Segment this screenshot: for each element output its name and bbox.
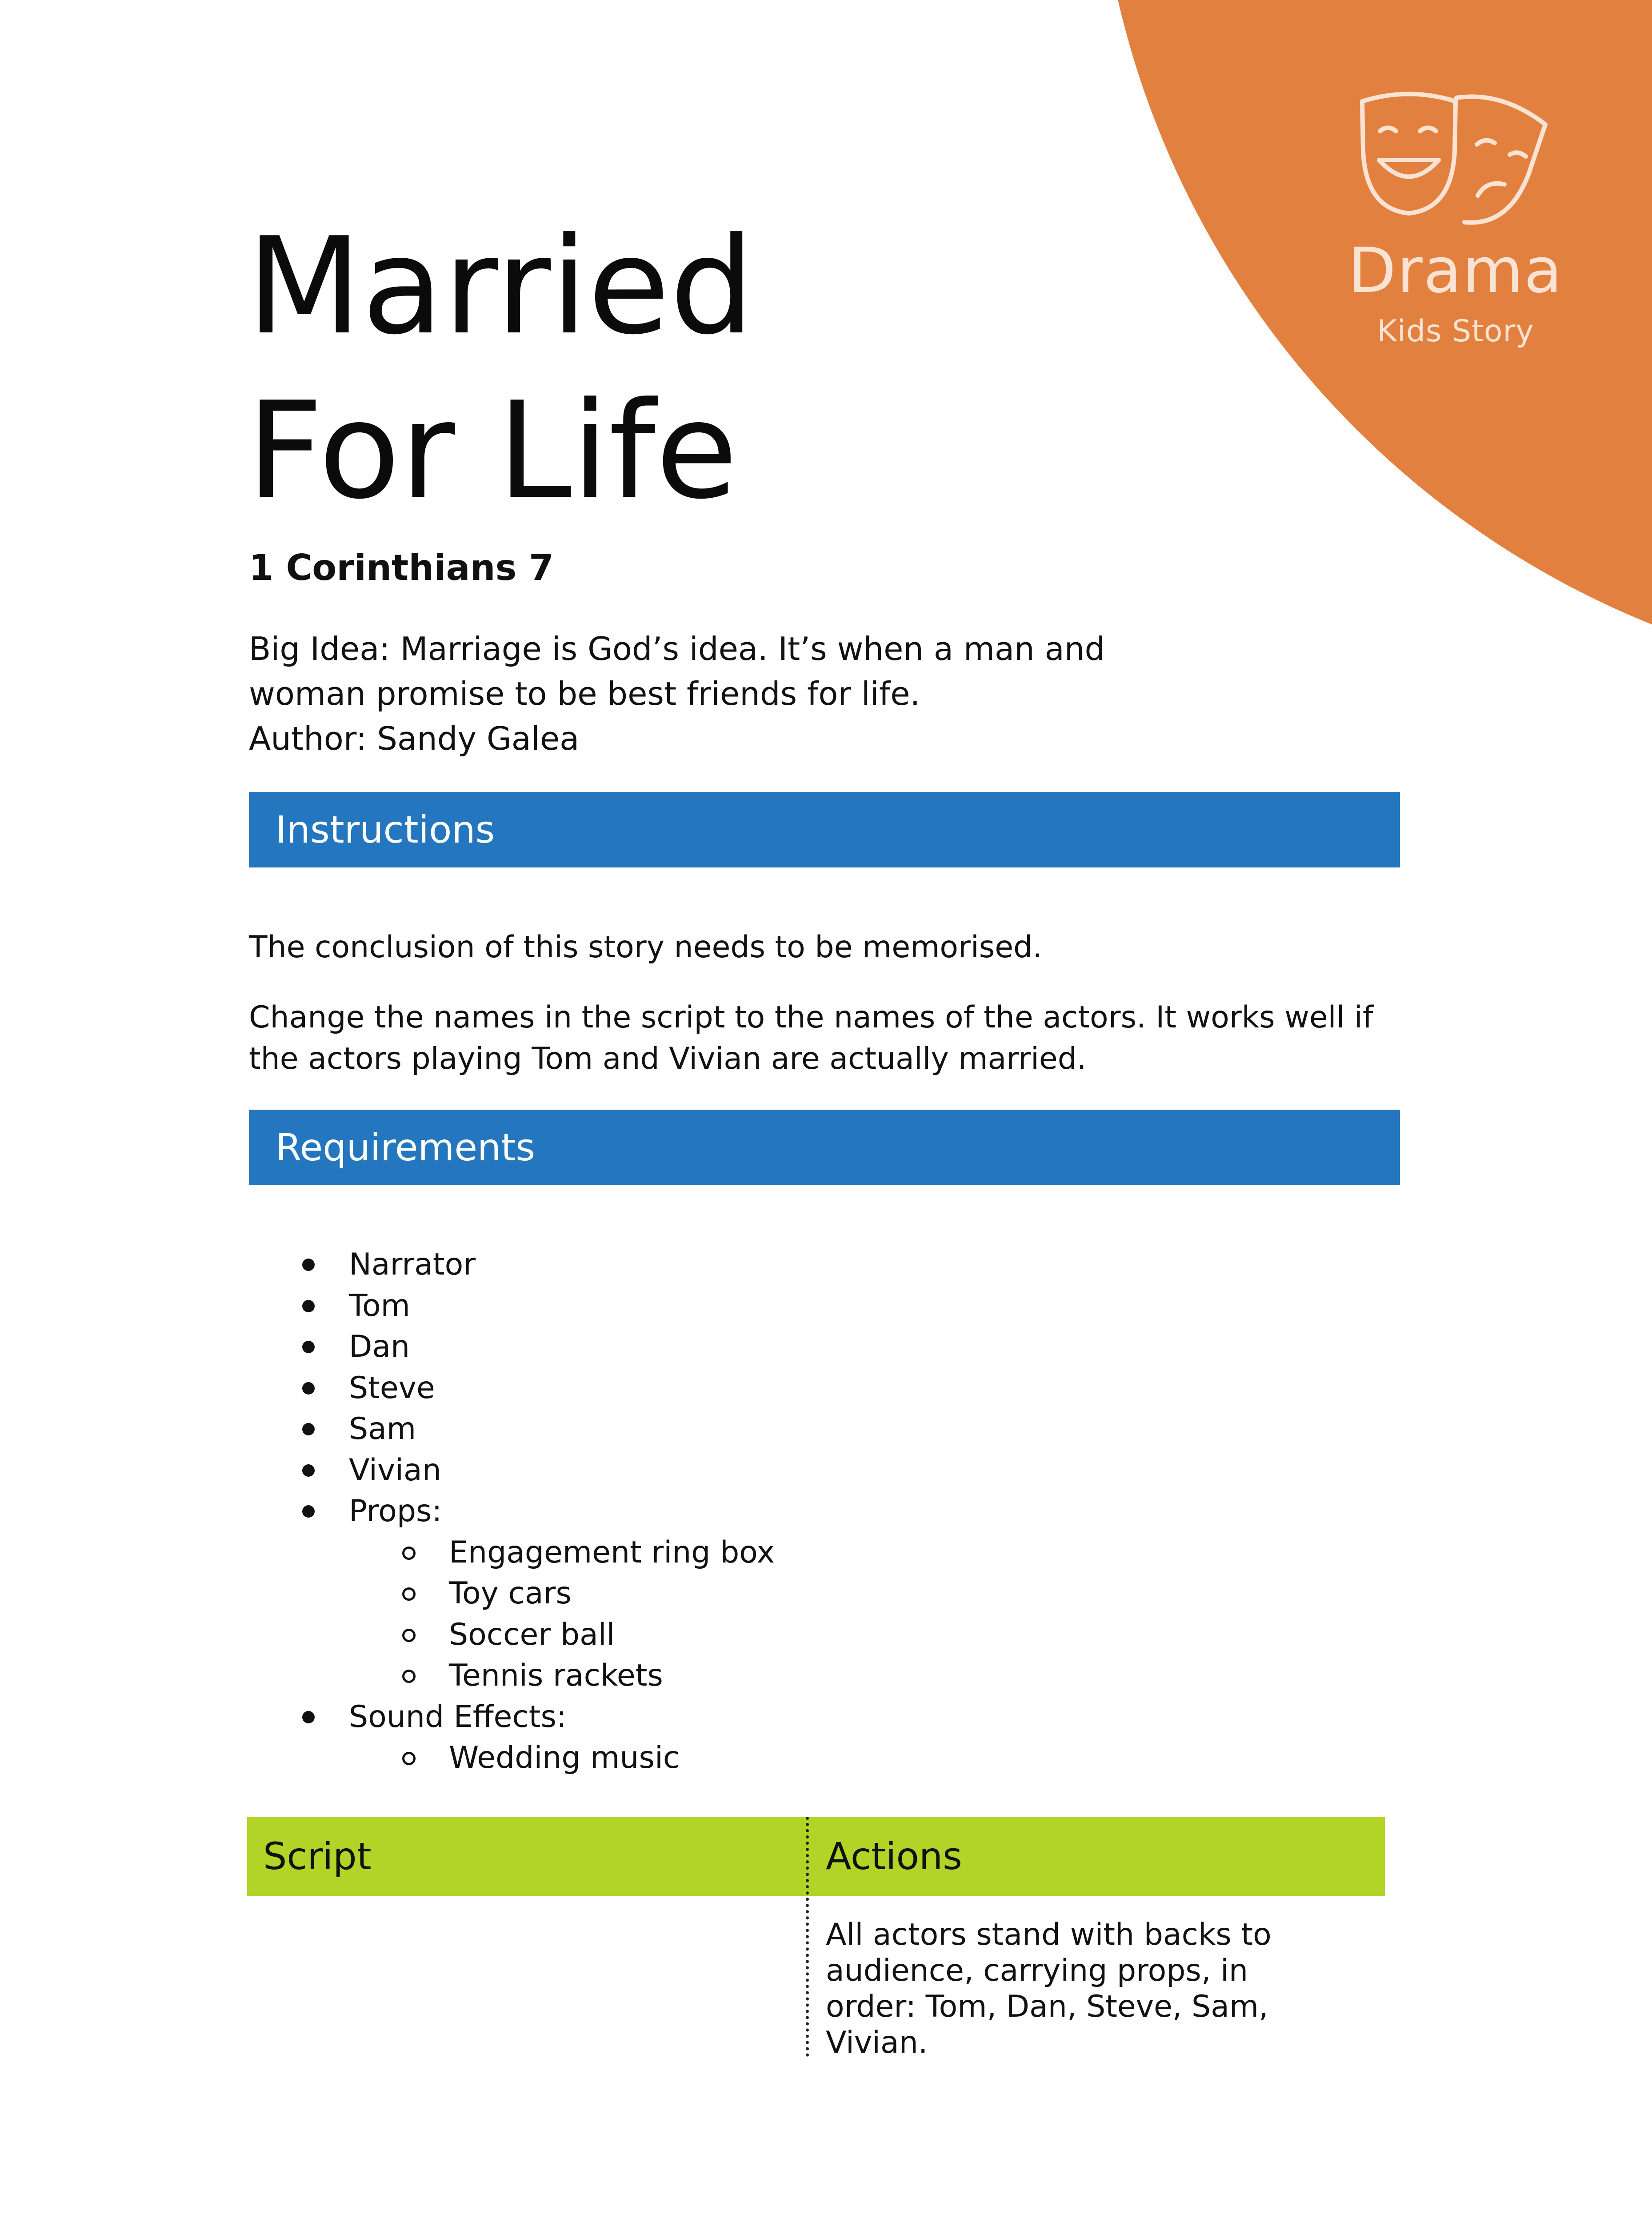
bullet-icon — [302, 1382, 315, 1395]
hollow-bullet-icon — [402, 1752, 416, 1765]
intro-text — [249, 627, 1138, 761]
requirements-list — [249, 1244, 1360, 1779]
bullet-icon — [302, 1464, 315, 1477]
big-idea-line: woman promise to be best friends for life. — [249, 675, 920, 712]
brand-subtitle: Kids Story — [1377, 314, 1534, 349]
bullet-icon — [302, 1259, 315, 1271]
list-item — [249, 1450, 1360, 1491]
list-item-label: Engagement ring box — [449, 1535, 775, 1570]
list-item — [249, 1368, 1360, 1409]
hollow-bullet-icon — [402, 1629, 416, 1642]
bullet-icon — [302, 1505, 315, 1518]
action-line: Vivian. — [826, 2025, 928, 2060]
hollow-bullet-icon — [402, 1587, 416, 1601]
hollow-bullet-icon — [402, 1547, 416, 1560]
list-item-label: Vivian — [349, 1452, 441, 1488]
list-item — [249, 1327, 1360, 1368]
list-item-label: Narrator — [349, 1247, 476, 1282]
list-item — [249, 1409, 1360, 1450]
list-item-label: Dan — [349, 1329, 410, 1364]
instructions-paragraph: The conclusion of this story needs to be memorised. — [249, 930, 1042, 965]
table-header-row — [247, 1817, 1385, 1896]
bullet-icon — [302, 1711, 315, 1723]
list-item-label: Soccer ball — [449, 1617, 615, 1652]
scripture-reference: 1 Corinthians 7 — [249, 547, 554, 588]
list-item-label: Sam — [349, 1411, 416, 1447]
hollow-bullet-icon — [402, 1670, 416, 1683]
sub-list-item — [249, 1655, 1360, 1697]
brand-name: Drama — [1348, 235, 1563, 307]
table-header-script: Script — [263, 1834, 372, 1878]
bullet-icon — [302, 1423, 315, 1435]
table-header-actions: Actions — [826, 1834, 962, 1878]
bullet-icon — [302, 1341, 315, 1353]
list-item-label: Steve — [349, 1370, 435, 1406]
list-item-label: Wedding music — [449, 1740, 680, 1775]
bullet-icon — [302, 1300, 315, 1312]
list-item — [249, 1244, 1360, 1286]
list-item-label: Tennis rackets — [449, 1658, 663, 1693]
sub-list-item — [249, 1615, 1360, 1656]
title-line: Married — [247, 209, 755, 364]
title-line: For Life — [247, 373, 738, 528]
author-line: Author: Sandy Galea — [249, 720, 580, 757]
page-title — [247, 204, 754, 533]
script-table — [247, 1817, 1385, 2060]
action-line: order: Tom, Dan, Steve, Sam, — [826, 1989, 1268, 2024]
list-item — [249, 1491, 1360, 1532]
list-item-label: Props: — [349, 1494, 442, 1529]
instructions-heading: Instructions — [249, 792, 1400, 867]
list-item — [249, 1286, 1360, 1327]
list-item — [249, 1697, 1360, 1738]
sub-list-item — [249, 1738, 1360, 1779]
list-item-label: Toy cars — [449, 1576, 572, 1611]
big-idea-line: Big Idea: Marriage is God’s idea. It’s when a man and — [249, 630, 1105, 667]
table-cell-action — [826, 1917, 1315, 2061]
action-line: audience, carrying props, in — [826, 1953, 1248, 1988]
action-line: All actors stand with backs to — [826, 1917, 1272, 1952]
list-item-label: Tom — [349, 1288, 410, 1323]
sub-list-item — [249, 1532, 1360, 1574]
brand-logo — [1336, 89, 1576, 347]
list-item-label: Sound Effects: — [349, 1699, 567, 1734]
theatre-masks-icon — [1353, 89, 1558, 240]
sub-list-item — [249, 1573, 1360, 1615]
column-divider — [806, 1817, 809, 2057]
requirements-heading: Requirements — [249, 1110, 1400, 1185]
instructions-paragraph: Change the names in the script to the names of the actors. It works well if the actors playing Tom and Vivian are actually married. — [249, 1000, 1373, 1076]
